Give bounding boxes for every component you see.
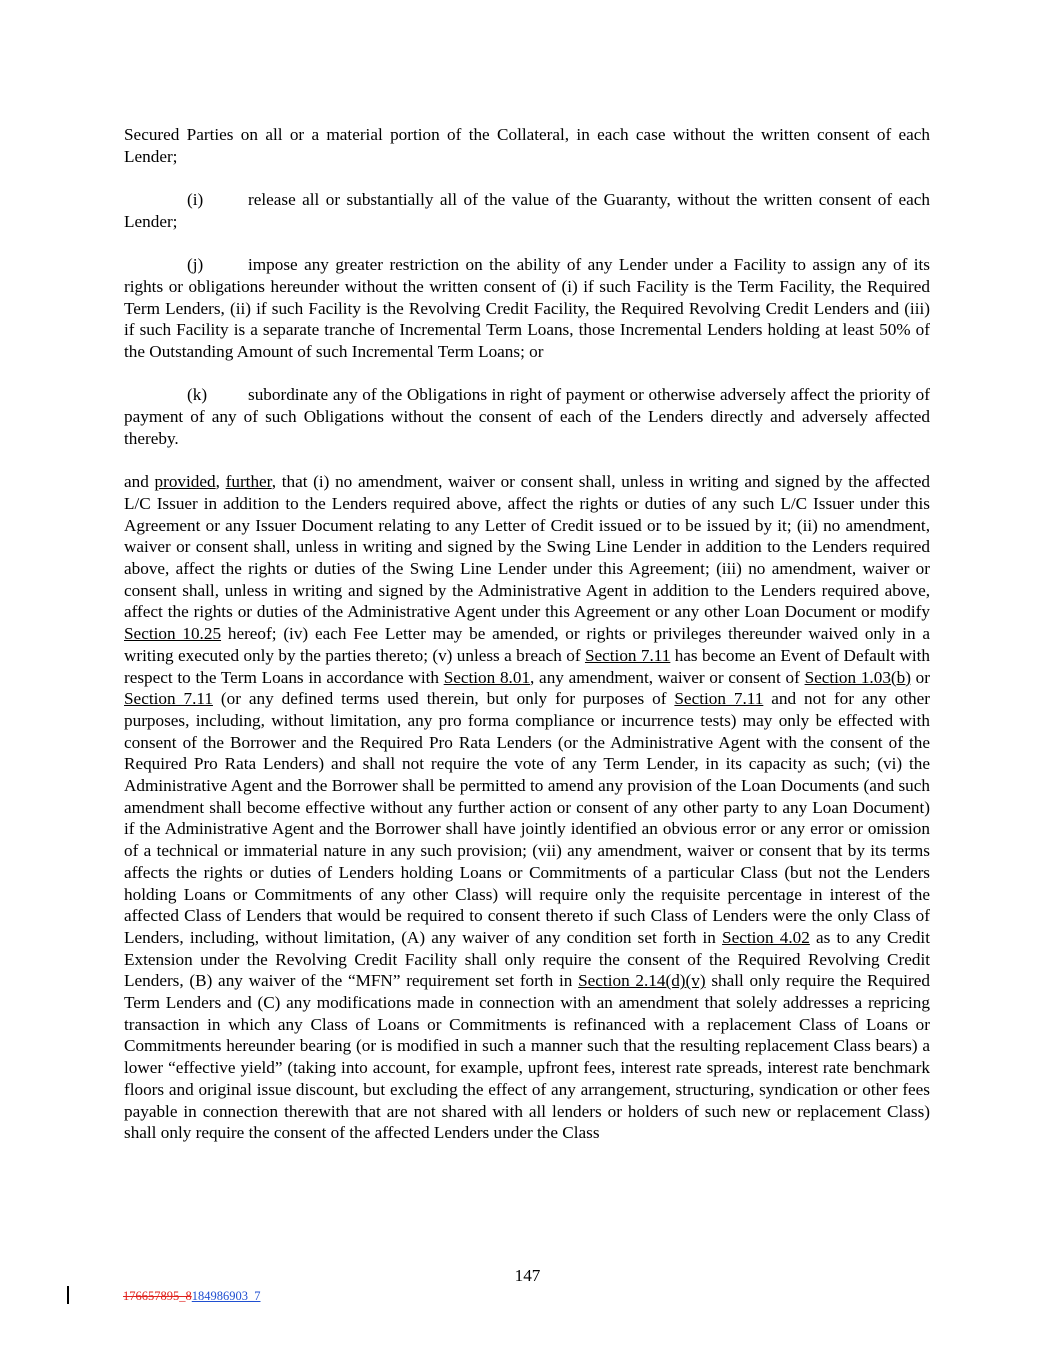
document-id-inserted: 184986903_7 [191, 1289, 261, 1303]
page-number: 147 [514, 1266, 541, 1285]
section-reference-1-03b: Section 1.03(b) [804, 667, 911, 687]
document-id [123, 1289, 261, 1304]
further-term: further [225, 472, 272, 492]
clause-k [124, 384, 930, 449]
section-reference-4-02: Section 4.02 [722, 927, 810, 947]
proviso-text: (or any defined terms used therein, but only for purposes of [212, 689, 675, 709]
section-reference-8-01: Section 8.01 [443, 667, 531, 687]
document-body [124, 124, 930, 1166]
proviso-text: , that (i) no amendment, waiver or consent shall, unless in writing and signed by the affected L/C Issuer in addition to the Lenders required above, affect the rights or duties of any such L/C Issuer under this Agreement or any Issuer Document relating to any Letter of Credit issued or to be issued by it; (ii) no amendment, waiver or consent shall, unless in writing and signed by the Swing Line Lender in addition to the Lenders required above, affect the rights or duties of the Swing Line Lender under this Agreement; (iii) no amendment, waiver or consent shall, unless in writing and signed by the Administrative Agent in addition to the Lenders required above, affect the rights or duties of the Administrative Agent under this Agreement or any other Loan Document or modify [124, 472, 930, 622]
clause-j-text: impose any greater restriction on the ability of any Lender under a Facility to assign any of its rights or obligations hereunder without the written consent of (i) if such Facility is the Term Facility, the Required Term Lenders, (ii) if such Facility is the Revolving Credit Facility, the Required Revolving Credit Lenders and (iii) if such Facility is a separate tranche of Incremental Term Loans, those Incremental Lenders holding at least 50% of the Outstanding Amount of such Incremental Term Loans; or [124, 255, 930, 361]
proviso-text: hereof; (iv) each Fee Letter may be amended, or rights or privileges thereunder waived only in a writing executed only by the parties thereto; (v) unless a breach of [124, 624, 931, 665]
proviso-text: , any amendment, waiver or consent of [530, 667, 805, 687]
continuation-paragraph: Secured Parties on all or a material portion of the Collateral, in each case without the written consent of each Lender; [124, 125, 930, 166]
proviso-text: , [215, 472, 226, 492]
clause-j [124, 254, 930, 363]
clause-k-text: subordinate any of the Obligations in right of payment or otherwise adversely affect the priority of payment of any of such Obligations without the consent of each of the Lenders directly and adversely affected thereby. [124, 385, 930, 448]
clause-i [124, 189, 930, 232]
section-reference-7-11: Section 7.11 [584, 645, 671, 665]
proviso-paragraph [124, 471, 930, 1144]
clause-i-number: (i) [187, 190, 204, 210]
proviso-text: has become an Event of Default with respect to the Term Loans in accordance with [124, 645, 931, 687]
proviso-text: or [910, 667, 930, 687]
section-reference-7-11: Section 7.11 [124, 689, 213, 709]
section-reference-2-14: Section 2.14(d)(v) [578, 971, 706, 991]
document-id-deleted: 176657895_8 [123, 1289, 192, 1303]
clause-i-text: release all or substantially all of the value of the Guaranty, without the written consent of each Lender; [124, 190, 930, 231]
proviso-text: as to any Credit Extension under the Revolving Credit Facility shall only require the consent of the Required Revolving Credit Lenders, (B) any waiver of the “MFN” requirement set forth in [124, 927, 930, 991]
provided-term: provided [154, 472, 216, 492]
proviso-text: and [124, 472, 155, 492]
revision-change-bar [67, 1286, 69, 1304]
section-reference-7-11: Section 7.11 [674, 689, 764, 709]
section-reference-10-25: Section 10.25 [124, 624, 222, 644]
clause-k-number: (k) [187, 385, 208, 405]
clause-j-number: (j) [187, 255, 204, 275]
proviso-text: and not for any other purposes, including, without limitation, any pro forma compliance or incurrence tests) may only be effected with consent of the Borrower and the Required Pro Rata Lenders (or the Administrative Agent with the consent of the Required Pro Rata Lenders) and shall not require the vote of any Term Lender, in its capacity as such; (vi) the Administrative Agent and the Borrower shall be permitted to amend any provision of the Loan Documents (and such amendment shall become effective without any further action or consent of any other party to any Loan Document) if the Administrative Agent and the Borrower shall have jointly identified an obvious error or any error or omission of a technical or immaterial nature in any such provision; (vii) any amendment, waiver or consent that by its terms affects the rights or duties of Lenders holding Loans or Commitments of a particular Class (but not the Lenders holding Loans or Commitments of any other Class) will require only the requisite percentage in interest of the affected Class of Lenders that would be required to consent thereto if such Class of Lenders were the only Class of Lenders, including, without limitation, (A) any waiver of any condition set forth in [124, 689, 931, 947]
proviso-text: shall only require the Required Term Lenders and (C) any modifications made in connection with an amendment that solely addresses a repricing transaction in which any Class of Loans or Commitments is refinanced with a replacement Class of Loans or Commitments hereunder bearing (or is modified in such a manner such that the resulting replacement Class bears) a lower “effective yield” (taking into account, for example, upfront fees, interest rate spreads, interest rate benchmark floors and original issue discount, but excluding the effect of any arrangement, structuring, syndication or other fees payable in connection therewith that are not shared with all lenders or holders of such new or replacement Class) shall only require the consent of the affected Lenders under the Class [124, 971, 931, 1143]
